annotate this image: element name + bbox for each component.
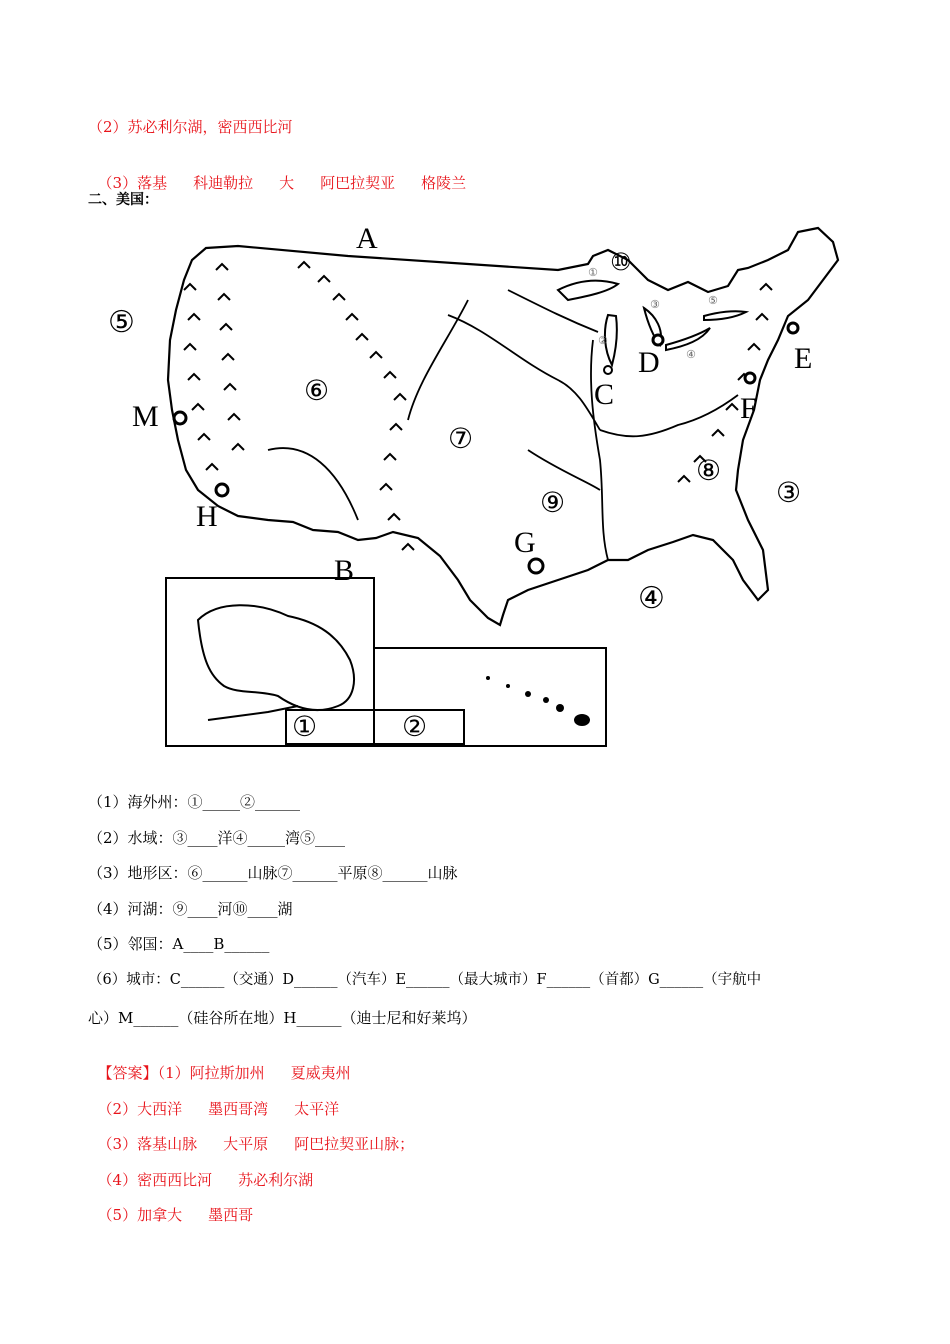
- question-1: （1）海外州：①_____②______: [88, 793, 301, 811]
- map-label-F: F: [740, 392, 757, 425]
- answer-part: 阿巴拉契亚山脉；: [294, 1135, 415, 1153]
- map-small-number-2: ②: [598, 334, 608, 347]
- answer-part: 太平洋: [294, 1100, 340, 1118]
- answer-part: （2）大西洋: [97, 1100, 183, 1118]
- map-label-H: H: [196, 500, 218, 533]
- map-number-9: ⑨: [540, 486, 566, 519]
- city-marker-C: [604, 366, 612, 374]
- map-small-number-5: ⑤: [708, 294, 718, 307]
- alaska-island-chain: [208, 706, 298, 720]
- section-title: 二、美国：: [88, 192, 158, 208]
- question-4: （4）河湖：⑨____河⑩____湖: [88, 900, 293, 918]
- map-number-3: ③: [776, 476, 802, 509]
- map-number-6: ⑥: [304, 374, 330, 407]
- answer-part: 夏威夷州: [290, 1064, 351, 1082]
- map-label-M: M: [132, 400, 159, 433]
- prev-answer-line-2: （2）苏必利尔湖，密西西比河: [88, 118, 293, 136]
- answer-part: 科迪勒拉: [193, 174, 254, 192]
- map-number-5-pacific: ⑤: [108, 305, 135, 340]
- answer-label: 【答案】: [97, 1064, 158, 1082]
- answer-part: （1）阿拉斯加州: [157, 1064, 265, 1082]
- city-marker-F: [745, 373, 755, 383]
- map-label-B: B: [334, 554, 355, 587]
- answer-3: [88, 1114, 414, 1154]
- city-marker-G: [529, 559, 543, 573]
- map-number-8: ⑧: [696, 454, 722, 487]
- map-number-2: ②: [402, 710, 428, 743]
- answer-part: 格陵兰: [421, 174, 467, 192]
- inset-alaska-frame: [166, 578, 374, 746]
- map-small-number-4: ④: [686, 348, 696, 361]
- question-3: （3）地形区：⑥______山脉⑦______平原⑧______山脉: [88, 864, 458, 882]
- mountain-hatching: [184, 262, 772, 550]
- map-label-E: E: [794, 342, 813, 375]
- answer-5: [88, 1185, 253, 1225]
- answer-1: [88, 1043, 351, 1083]
- map-number-10: ⑩: [610, 248, 632, 276]
- answer-4: [88, 1150, 313, 1190]
- map-number-4: ④: [638, 581, 665, 616]
- answer-part: 墨西哥: [208, 1206, 254, 1224]
- usa-mainland-outline: [168, 228, 838, 625]
- map-small-number-1: ①: [588, 266, 598, 279]
- map-label-C: C: [594, 378, 615, 411]
- question-6-line-2: 心）M______（硅谷所在地）H______（迪士尼和好莱坞）: [88, 1009, 477, 1027]
- answer-2: [88, 1079, 339, 1119]
- map-label-G: G: [514, 526, 536, 559]
- prev-answer-line-3: [88, 153, 466, 193]
- answer-part: 苏必利尔湖: [238, 1171, 314, 1189]
- inset-map: [166, 578, 606, 746]
- question-5: （5）邻国：A____B______: [88, 935, 270, 953]
- map-label-D: D: [638, 346, 660, 379]
- answer-part: 阿巴拉契亚: [320, 174, 396, 192]
- answer-part: 大: [279, 174, 295, 192]
- alaska-outline: [198, 605, 354, 710]
- answer-part: 墨西哥湾: [208, 1100, 269, 1118]
- answer-part: （5）加拿大: [97, 1206, 183, 1224]
- question-2: （2）水域：③____洋④_____湾⑤____: [88, 829, 346, 847]
- map-label-A: A: [356, 222, 378, 255]
- map-number-7: ⑦: [448, 422, 474, 455]
- city-markers: [174, 323, 798, 573]
- usa-map-figure: [88, 220, 848, 750]
- answer-part: （4）密西西比河: [97, 1171, 213, 1189]
- answer-part: （3）落基山脉: [97, 1135, 198, 1153]
- map-small-number-3: ③: [650, 298, 660, 311]
- map-number-1: ①: [292, 710, 318, 743]
- city-marker-H: [216, 484, 228, 496]
- hawaii-islands: [486, 676, 590, 726]
- rivers: [268, 290, 738, 560]
- city-marker-D: [653, 335, 663, 345]
- city-marker-M: [174, 412, 186, 424]
- answer-part: 大平原: [223, 1135, 269, 1153]
- city-marker-E: [788, 323, 798, 333]
- answer-part: （3）落基: [97, 174, 168, 192]
- question-6-line-1: （6）城市：C______（交通）D______（汽车）E______（最大城市）F______（首都）G______（宇航中: [88, 972, 762, 988]
